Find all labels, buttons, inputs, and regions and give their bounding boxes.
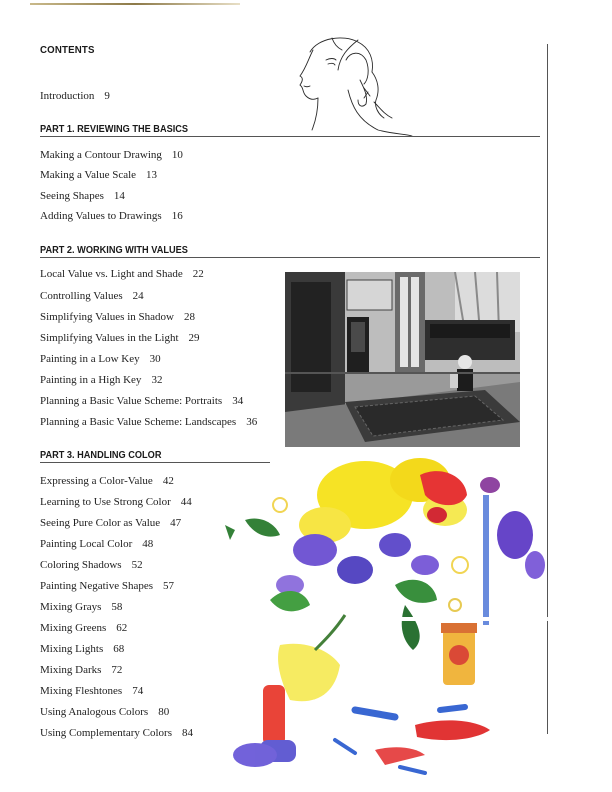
value-study-interior-painting — [285, 272, 520, 447]
toc-entry-page: 24 — [132, 290, 144, 302]
toc-entry[interactable] — [40, 210, 183, 222]
toc-entry-title: Using Analogous Colors — [40, 706, 149, 718]
toc-entry-title: Seeing Pure Color as Value — [40, 517, 161, 529]
toc-entry[interactable] — [40, 332, 200, 344]
toc-entry-page: 32 — [151, 374, 163, 386]
toc-entry-title: Introduction — [40, 90, 95, 102]
toc-entry-page: 22 — [192, 268, 204, 280]
toc-entry-title: Planning a Basic Value Scheme: Portraits — [40, 395, 223, 407]
toc-entry[interactable] — [40, 664, 122, 676]
toc-entry-title: Making a Contour Drawing — [40, 149, 162, 161]
toc-entry-page: 34 — [232, 395, 244, 407]
toc-entry-page: 42 — [162, 475, 174, 487]
toc-entry-title: Mixing Fleshtones — [40, 685, 123, 697]
toc-entry-page: 74 — [132, 685, 144, 697]
toc-entry-page: 28 — [183, 311, 195, 323]
toc-entry-title: Mixing Greens — [40, 622, 107, 634]
toc-entry-title: Painting Negative Shapes — [40, 580, 154, 592]
toc-entry-page: 36 — [246, 416, 258, 428]
toc-entry[interactable] — [40, 559, 143, 571]
toc-entry-title: Expressing a Color-Value — [40, 475, 153, 487]
toc-entry-title: Simplifying Values in Shadow — [40, 311, 174, 323]
toc-entry-title: Painting in a High Key — [40, 374, 142, 386]
toc-entry-page: 80 — [158, 706, 170, 718]
toc-entry-page: 29 — [188, 332, 200, 344]
toc-entry[interactable] — [40, 374, 162, 386]
toc-entry-title: Local Value vs. Light and Shade — [40, 268, 183, 280]
toc-entry-title: Controlling Values — [40, 290, 123, 302]
toc-entry[interactable] — [40, 149, 183, 161]
toc-entry-page: 13 — [146, 169, 158, 181]
toc-entry[interactable] — [40, 416, 257, 428]
toc-entry-page: 47 — [170, 517, 182, 529]
toc-entry-title: Learning to Use Strong Color — [40, 496, 171, 508]
toc-entry-page: 10 — [171, 149, 183, 161]
toc-entry-title: Mixing Darks — [40, 664, 102, 676]
toc-entry[interactable] — [40, 685, 143, 697]
toc-entry[interactable] — [40, 496, 192, 508]
contents-title: CONTENTS — [40, 44, 95, 56]
toc-entry-page: 62 — [116, 622, 128, 634]
toc-entry-page: 52 — [131, 559, 143, 571]
toc-entry[interactable] — [40, 538, 153, 550]
toc-entry-page: 44 — [180, 496, 192, 508]
toc-entry-page: 16 — [171, 210, 183, 222]
toc-entry[interactable] — [40, 395, 243, 407]
contour-sketch-portrait — [288, 30, 418, 140]
toc-entry-title: Adding Values to Drawings — [40, 210, 162, 222]
toc-entry[interactable] — [40, 353, 161, 365]
toc-entry-page: 57 — [163, 580, 175, 592]
toc-entry-title: Making a Value Scale — [40, 169, 137, 181]
toc-entry[interactable] — [40, 580, 174, 592]
toc-entry[interactable] — [40, 268, 204, 280]
toc-entry-title: Painting in a Low Key — [40, 353, 140, 365]
part-2-rule — [40, 257, 540, 258]
toc-entry-page: 58 — [111, 601, 123, 613]
top-decorative-line — [30, 3, 240, 5]
toc-entry[interactable] — [40, 727, 193, 739]
toc-entry[interactable] — [40, 622, 127, 634]
toc-entry[interactable] — [40, 706, 169, 718]
toc-entry-page: 68 — [113, 643, 125, 655]
toc-entry[interactable] — [40, 290, 144, 302]
toc-entry-title: Mixing Grays — [40, 601, 102, 613]
toc-entry-title: Coloring Shadows — [40, 559, 122, 571]
toc-entry-title: Simplifying Values in the Light — [40, 332, 179, 344]
toc-entry-page: 30 — [149, 353, 161, 365]
toc-entry[interactable] — [40, 643, 124, 655]
toc-entry[interactable] — [40, 169, 157, 181]
toc-entry[interactable] — [40, 517, 181, 529]
toc-entry[interactable] — [40, 601, 122, 613]
toc-entry-title: Painting Local Color — [40, 538, 133, 550]
toc-entry-page: 14 — [113, 190, 125, 202]
toc-entry-title: Using Complementary Colors — [40, 727, 172, 739]
toc-entry-introduction[interactable] — [40, 90, 110, 102]
toc-entry-page: 72 — [111, 664, 123, 676]
toc-entry[interactable] — [40, 475, 174, 487]
toc-entry-title: Mixing Lights — [40, 643, 104, 655]
toc-entry[interactable] — [40, 311, 195, 323]
toc-entry[interactable] — [40, 190, 125, 202]
toc-entry-page: 84 — [182, 727, 193, 739]
watercolor-flowers-painting — [205, 455, 555, 785]
part-2-heading: PART 2. WORKING WITH VALUES — [40, 245, 188, 256]
toc-entry-page: 48 — [142, 538, 154, 550]
toc-entry-page: 9 — [104, 90, 110, 102]
part-1-rule — [40, 136, 540, 137]
toc-entry-title: Seeing Shapes — [40, 190, 104, 202]
toc-entry-title: Planning a Basic Value Scheme: Landscapes — [40, 416, 237, 428]
part-3-heading: PART 3. HANDLING COLOR — [40, 450, 162, 461]
part-1-heading: PART 1. REVIEWING THE BASICS — [40, 124, 189, 135]
